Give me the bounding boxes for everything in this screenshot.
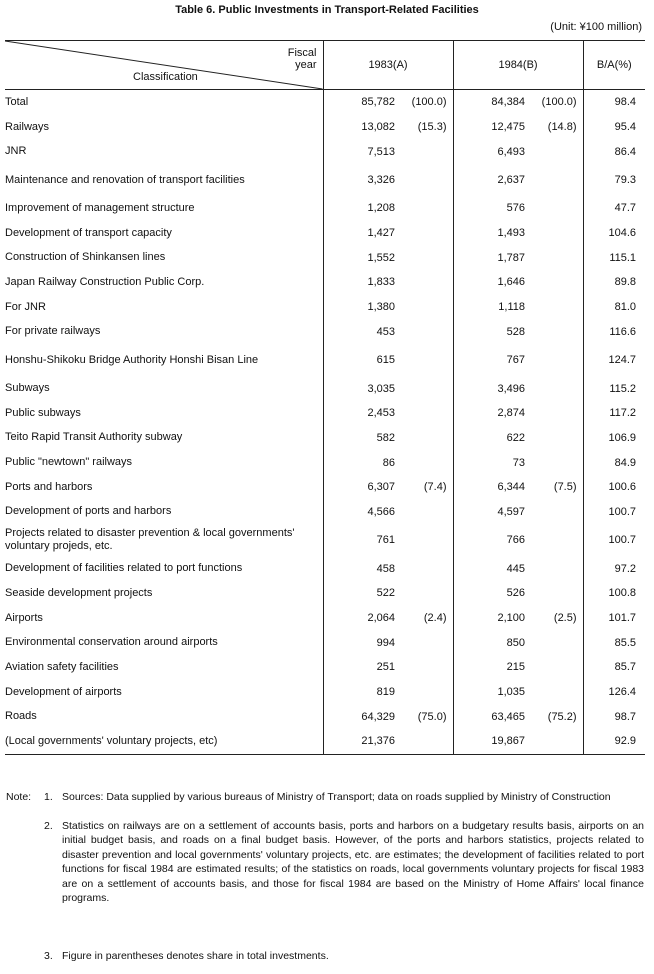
row-label: Ports and harbors — [5, 480, 93, 493]
row-label: Japan Railway Construction Public Corp. — [5, 275, 205, 288]
ratio-value: 100.8 — [583, 581, 645, 606]
row-label: Development of transport capacity — [5, 226, 172, 239]
value-1984: 1,646 — [453, 270, 531, 295]
note-item — [44, 819, 644, 905]
note-number: 1. — [44, 791, 53, 803]
row-label: For JNR — [5, 300, 46, 313]
share-1983 — [401, 221, 453, 246]
share-1983 — [401, 139, 453, 164]
note-number: 2. — [44, 820, 53, 832]
row-label: Aviation safety facilities — [5, 660, 119, 673]
value-1984: 1,035 — [453, 680, 531, 705]
table-row — [5, 139, 645, 164]
value-1983: 1,833 — [323, 270, 401, 295]
table-row — [5, 606, 645, 631]
value-1983: 1,427 — [323, 221, 401, 246]
header-row — [5, 41, 645, 90]
ratio-value: 98.7 — [583, 704, 645, 729]
row-label: Environmental conservation around airports — [5, 636, 218, 649]
share-1984 — [531, 450, 583, 475]
row-label: Improvement of management structure — [5, 201, 195, 214]
note-item — [44, 949, 644, 963]
ratio-value: 85.7 — [583, 655, 645, 680]
value-1984: 6,493 — [453, 139, 531, 164]
ratio-value: 85.5 — [583, 630, 645, 655]
table-row — [5, 704, 645, 729]
row-label: Development of ports and harbors — [5, 505, 172, 518]
value-1984: 1,787 — [453, 245, 531, 270]
share-1984 — [531, 581, 583, 606]
table-row — [5, 376, 645, 401]
table-row — [5, 295, 645, 320]
share-1983: (100.0) — [411, 96, 447, 109]
header-classification: Classification — [133, 71, 198, 83]
share-1984 — [531, 729, 583, 754]
ratio-value: 106.9 — [583, 426, 645, 451]
share-1984: (100.0) — [541, 96, 577, 109]
ratio-value: 95.4 — [583, 115, 645, 140]
share-1984 — [531, 196, 583, 221]
row-label: Subways — [5, 382, 50, 395]
value-1983: 6,307 — [323, 475, 401, 500]
share-1983 — [401, 344, 453, 376]
share-1984 — [531, 270, 583, 295]
share-1983: (15.3) — [417, 121, 447, 134]
share-1983 — [401, 729, 453, 754]
value-1984: 1,118 — [453, 295, 531, 320]
table-row — [5, 401, 645, 426]
value-1984: 84,384 — [453, 90, 531, 115]
share-1983 — [401, 680, 453, 705]
value-1984: 767 — [453, 344, 531, 376]
value-1983: 85,782 — [323, 90, 401, 115]
share-1983 — [401, 426, 453, 451]
share-1984 — [531, 320, 583, 345]
header-ratio: B/A(%) — [583, 41, 645, 90]
table-row — [5, 450, 645, 475]
ratio-value: 104.6 — [583, 221, 645, 246]
ratio-value: 86.4 — [583, 139, 645, 164]
share-1983 — [401, 450, 453, 475]
share-1984 — [531, 344, 583, 376]
table-row — [5, 500, 645, 525]
share-1984 — [531, 221, 583, 246]
table-row — [5, 90, 645, 115]
row-label: Total — [5, 95, 29, 108]
table-row — [5, 426, 645, 451]
share-1983 — [401, 581, 453, 606]
share-1983: (75.0) — [417, 710, 447, 723]
share-1984 — [531, 680, 583, 705]
share-1984 — [531, 139, 583, 164]
ratio-value: 97.2 — [583, 556, 645, 581]
value-1984: 2,874 — [453, 401, 531, 426]
row-label: Projects related to disaster prevention & local governments' voluntary projeds, etc. — [5, 527, 295, 553]
value-1984: 63,465 — [453, 704, 531, 729]
value-1983: 453 — [323, 320, 401, 345]
share-1984 — [531, 245, 583, 270]
share-1984 — [531, 655, 583, 680]
value-1984: 2,100 — [453, 606, 531, 631]
row-label: Airports — [5, 611, 43, 624]
share-1984: (14.8) — [547, 121, 577, 134]
ratio-value: 126.4 — [583, 680, 645, 705]
table-row — [5, 475, 645, 500]
value-1983: 3,035 — [323, 376, 401, 401]
share-1984 — [531, 426, 583, 451]
row-label: (Local governments' voluntary projects, etc) — [5, 729, 323, 754]
value-1984: 576 — [453, 196, 531, 221]
share-1983 — [401, 500, 453, 525]
row-label: JNR — [5, 145, 27, 158]
value-1983: 615 — [323, 344, 401, 376]
value-1983: 1,380 — [323, 295, 401, 320]
table-row — [5, 556, 645, 581]
share-1984 — [531, 164, 583, 196]
ratio-value: 100.7 — [583, 500, 645, 525]
notes-heading: Note: — [6, 791, 32, 803]
value-1983: 21,376 — [323, 729, 401, 754]
row-label: Public subways — [5, 406, 81, 419]
table-title: Table 6. Public Investments in Transport-Related Facilities — [175, 4, 479, 16]
note-number: 3. — [44, 950, 53, 962]
value-1984: 526 — [453, 581, 531, 606]
table-row — [5, 164, 645, 196]
table-row — [5, 221, 645, 246]
value-1983: 3,326 — [323, 164, 401, 196]
share-1983 — [401, 245, 453, 270]
note-text: Sources: Data supplied by various bureaus of Ministry of Transport; data on roads supplied by Ministry of Construction — [62, 791, 611, 803]
share-1983 — [401, 630, 453, 655]
value-1983: 819 — [323, 680, 401, 705]
table-row — [5, 630, 645, 655]
ratio-value: 124.7 — [583, 344, 645, 376]
value-1983: 458 — [323, 556, 401, 581]
share-1983 — [401, 401, 453, 426]
ratio-value: 92.9 — [583, 729, 645, 754]
header-classification-cell — [5, 41, 323, 90]
row-label: Development of facilities related to port functions — [5, 562, 243, 575]
ratio-value: 84.9 — [583, 450, 645, 475]
ratio-value: 100.7 — [583, 524, 645, 556]
share-1983 — [401, 320, 453, 345]
share-1984 — [531, 556, 583, 581]
ratio-value: 115.2 — [583, 376, 645, 401]
unit-label: (Unit: ¥100 million) — [550, 21, 642, 33]
value-1984: 4,597 — [453, 500, 531, 525]
share-1984 — [531, 401, 583, 426]
share-1983 — [401, 295, 453, 320]
note-text: Statistics on railways are on a settlement of accounts basis, ports and harbors on a budgetary results basis, airports on an initial budget basis, and roads on a final budget basis. However, of the ports and harbors statistics, projects related to disaster prevention and local governments' voluntary projects, etc. are estimates; the development of facilities related to port functions for fiscal 1984 are estimated results; of the statistics on roads, local governments voluntary projects for fiscal 1983 are on a settlement of accounts basis, and those for fiscal 1984 are based on the Ministry of Home Affairs' local finance programs. — [62, 820, 644, 905]
share-1984: (7.5) — [553, 481, 577, 494]
header-fiscal-year: Fiscal year — [287, 47, 317, 71]
value-1984: 850 — [453, 630, 531, 655]
note-text: Figure in parentheses denotes share in total investments. — [62, 950, 329, 962]
row-label: Seaside development projects — [5, 586, 153, 599]
share-1984 — [531, 524, 583, 556]
table-row — [5, 680, 645, 705]
table-row — [5, 245, 645, 270]
value-1983: 522 — [323, 581, 401, 606]
value-1983: 64,329 — [323, 704, 401, 729]
share-1983 — [401, 164, 453, 196]
table-row — [5, 270, 645, 295]
value-1984: 73 — [453, 450, 531, 475]
row-label: Development of airports — [5, 685, 122, 698]
table-row — [5, 655, 645, 680]
table-row — [5, 196, 645, 221]
value-1983: 4,566 — [323, 500, 401, 525]
row-label: Public "newtown" railways — [5, 456, 133, 469]
share-1983 — [401, 655, 453, 680]
value-1984: 1,493 — [453, 221, 531, 246]
value-1984: 528 — [453, 320, 531, 345]
share-1984 — [531, 295, 583, 320]
ratio-value: 116.6 — [583, 320, 645, 345]
value-1984: 215 — [453, 655, 531, 680]
value-1983: 13,082 — [323, 115, 401, 140]
share-1983 — [401, 196, 453, 221]
table-row — [5, 344, 645, 376]
table-row — [5, 729, 645, 754]
value-1984: 2,637 — [453, 164, 531, 196]
share-1984 — [531, 630, 583, 655]
row-label: Construction of Shinkansen lines — [5, 251, 166, 264]
share-1983 — [401, 270, 453, 295]
value-1983: 1,208 — [323, 196, 401, 221]
value-1983: 7,513 — [323, 139, 401, 164]
value-1984: 19,867 — [453, 729, 531, 754]
ratio-value: 98.4 — [583, 90, 645, 115]
ratio-value: 117.2 — [583, 401, 645, 426]
ratio-value: 81.0 — [583, 295, 645, 320]
value-1984: 445 — [453, 556, 531, 581]
share-1984: (2.5) — [553, 612, 577, 625]
share-1983 — [401, 556, 453, 581]
share-1984 — [531, 376, 583, 401]
row-label: Railways — [5, 120, 50, 133]
value-1984: 766 — [453, 524, 531, 556]
value-1984: 3,496 — [453, 376, 531, 401]
value-1983: 251 — [323, 655, 401, 680]
value-1984: 622 — [453, 426, 531, 451]
value-1983: 2,064 — [323, 606, 401, 631]
share-1983: (2.4) — [423, 612, 447, 625]
header-1984: 1984(B) — [453, 41, 583, 90]
share-1984: (75.2) — [547, 710, 577, 723]
value-1983: 1,552 — [323, 245, 401, 270]
value-1983: 582 — [323, 426, 401, 451]
ratio-value: 79.3 — [583, 164, 645, 196]
table-row — [5, 320, 645, 345]
share-1983 — [401, 524, 453, 556]
value-1983: 994 — [323, 630, 401, 655]
header-1983: 1983(A) — [323, 41, 453, 90]
row-label: Maintenance and renovation of transport facilities — [5, 173, 245, 186]
row-label: Teito Rapid Transit Authority subway — [5, 431, 183, 444]
note-item — [44, 790, 644, 804]
row-label: Honshu-Shikoku Bridge Authority Honshi Bisan Line — [5, 353, 259, 366]
value-1983: 761 — [323, 524, 401, 556]
value-1984: 6,344 — [453, 475, 531, 500]
ratio-value: 100.6 — [583, 475, 645, 500]
table-row — [5, 524, 645, 556]
share-1984 — [531, 500, 583, 525]
table-row — [5, 115, 645, 140]
row-label: For private railways — [5, 325, 101, 338]
share-1983: (7.4) — [423, 481, 447, 494]
investment-table — [5, 40, 645, 755]
value-1983: 86 — [323, 450, 401, 475]
ratio-value: 101.7 — [583, 606, 645, 631]
value-1984: 12,475 — [453, 115, 531, 140]
ratio-value: 115.1 — [583, 245, 645, 270]
ratio-value: 47.7 — [583, 196, 645, 221]
table-body — [5, 90, 645, 755]
row-label: Roads — [5, 710, 37, 723]
table-row — [5, 581, 645, 606]
share-1983 — [401, 376, 453, 401]
value-1983: 2,453 — [323, 401, 401, 426]
ratio-value: 89.8 — [583, 270, 645, 295]
